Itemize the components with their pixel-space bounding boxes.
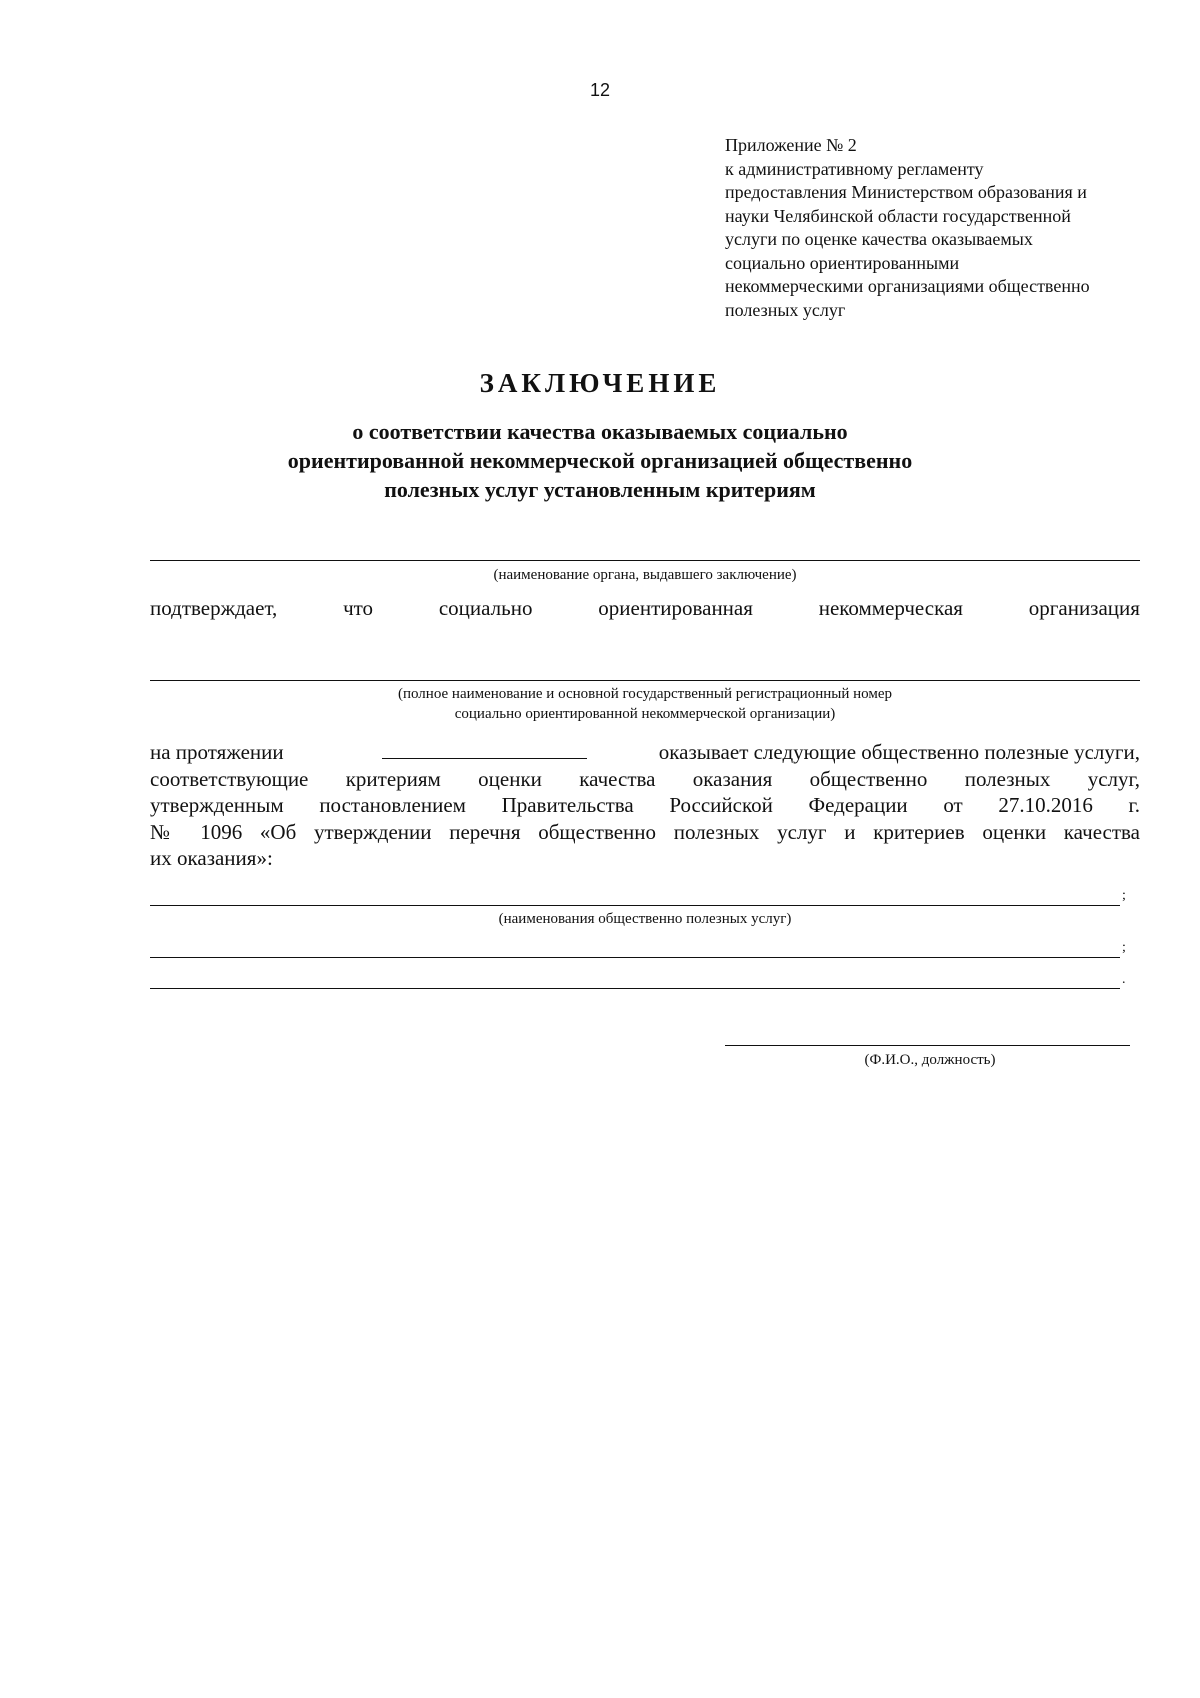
appendix-header <box>725 134 1145 322</box>
main-paragraph-line <box>150 739 1140 766</box>
issuing-body-field-line[interactable] <box>150 560 1140 561</box>
appendix-line: науки Челябинской области государственной <box>725 205 1071 226</box>
main-text-end: оказывает следующие общественно полезные услуги, <box>658 740 1140 764</box>
period-group <box>354 740 589 759</box>
appendix-line: Приложение № 2 <box>725 135 857 155</box>
main-paragraph-line: № 1096 «Об утверждении перечня общественно полезных услуг и критериев оценки качества <box>150 819 1140 844</box>
document-subtitle <box>0 417 1200 504</box>
page-number: 12 <box>589 80 611 100</box>
appendix-line: к административному регламенту <box>725 158 984 179</box>
main-paragraph <box>150 739 1140 872</box>
main-text-start: на протяжении <box>150 740 284 764</box>
appendix-line: некоммерческими организациями общественно <box>725 276 1090 296</box>
issuing-body-caption: (наименование органа, выдавшего заключение) <box>493 567 797 583</box>
confirms-word: подтверждает, <box>150 596 278 620</box>
period-blank-field[interactable] <box>382 740 587 759</box>
confirms-word: социально <box>438 596 533 620</box>
organization-field-line[interactable] <box>150 680 1140 681</box>
appendix-line: социально ориентированными <box>725 252 960 273</box>
line-end-mark: . <box>1122 972 1126 987</box>
organization-caption-line: (полное наименование и основной государственный регистрационный номер <box>397 686 893 702</box>
service-field-line-2[interactable] <box>150 957 1120 958</box>
line-end-mark: ; <box>1122 888 1126 903</box>
subtitle-line: ориентированной некоммерческой организацией общественно <box>287 448 913 473</box>
services-caption: (наименования общественно полезных услуг) <box>498 911 792 927</box>
service-field-line-1[interactable] <box>150 905 1120 906</box>
appendix-line: полезных услуг <box>725 299 846 320</box>
subtitle-line: о соответствии качества оказываемых социально <box>352 419 848 444</box>
organization-caption <box>150 684 1140 724</box>
appendix-line: предоставления Министерством образования и <box>725 182 1087 202</box>
main-paragraph-line: их оказания»: <box>150 846 273 870</box>
appendix-line: услуги по оценке качества оказываемых <box>725 229 1033 249</box>
confirms-word: ориентированная <box>598 596 753 620</box>
signature-field-line[interactable] <box>725 1045 1130 1046</box>
line-end-mark: ; <box>1122 940 1126 955</box>
signature-caption: (Ф.И.О., должность) <box>864 1052 996 1068</box>
main-paragraph-line: соответствующие критериям оценки качества оказания общественно полезных услуг, <box>150 766 1140 791</box>
document-title: ЗАКЛЮЧЕНИЕ <box>479 368 721 398</box>
service-field-line-3[interactable] <box>150 988 1120 989</box>
subtitle-line: полезных услуг установленным критериям <box>384 477 816 502</box>
confirms-word: организация <box>1028 596 1140 620</box>
main-paragraph-line: утвержденным постановлением Правительства Российской Федерации от 27.10.2016 г. <box>150 793 1140 817</box>
confirms-word: некоммерческая <box>818 596 963 620</box>
confirms-word: что <box>343 596 374 620</box>
organization-caption-line: социально ориентированной некоммерческой организации) <box>454 706 836 722</box>
confirms-row <box>150 596 1140 621</box>
